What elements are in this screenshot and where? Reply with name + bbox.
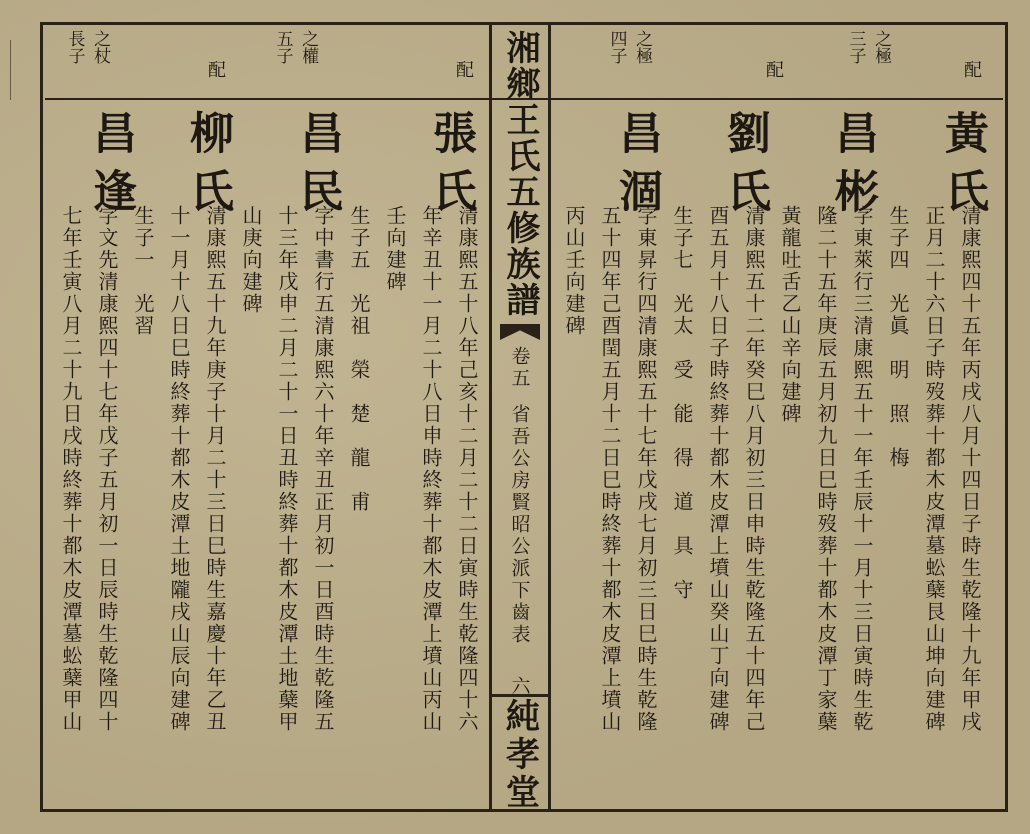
pei-label: 配 [961, 60, 982, 78]
right-header-1 [845, 30, 890, 96]
header-rel: 之極 [871, 30, 892, 64]
header-order: 五子 [272, 30, 293, 64]
name-huang: 黃氏 [937, 110, 988, 226]
detail-column: 字東萊行三清康熙五十一年壬辰十一月十三日寅時生乾 [850, 205, 874, 733]
header-order: 四子 [606, 30, 627, 64]
margin-line [10, 40, 11, 100]
detail-column: 字文先清康熙四十七年戊子五月初一日辰時生乾隆四十 [95, 205, 119, 733]
pei-label: 配 [763, 60, 784, 78]
volume-label: 卷五 [508, 346, 531, 390]
detail-column: 字中書行五清康熙六十年辛丑正月初一日酉時生乾隆五 [311, 205, 335, 733]
name-changmin: 昌民 [292, 110, 343, 226]
detail-column: 清康熙五十二年癸巳八月初三日申時生乾隆五十四年己 [742, 205, 766, 733]
detail-column: 生子四 光眞 明 照 梅 [886, 205, 910, 469]
header-rel: 之極 [632, 30, 653, 64]
header-rel: 之杖 [90, 30, 111, 64]
hall-name: 純孝堂 [499, 697, 540, 812]
detail-column: 十一月十八日巳時終葬十都木皮潭土地隴戌山辰向建碑 [167, 205, 191, 733]
section-label: 省吾公房賢昭公派下齒表 [508, 404, 531, 646]
left-header-1 [272, 30, 317, 96]
pei-label: 配 [453, 60, 474, 78]
name-liu-willow: 柳氏 [182, 110, 233, 226]
detail-column: 年辛丑十一月二十八日申時終葬十都木皮潭上墳山丙山 [419, 205, 443, 733]
name-changbin: 昌彬 [827, 110, 878, 226]
detail-column: 七年壬寅八月二十九日戌時終葬十都木皮潭墓蚣蘖甲山 [59, 205, 83, 733]
detail-column: 隆二十五年庚辰五月初九日巳時歿葬十都木皮潭丁家蘖 [814, 205, 838, 733]
detail-column: 黃龍吐舌乙山辛向建碑 [778, 205, 802, 425]
header-rel: 之權 [298, 30, 319, 64]
hall-name-box [492, 694, 548, 812]
detail-column: 正月二十六日子時歿葬十都木皮潭墓蚣蘖艮山坤向建碑 [922, 205, 946, 733]
fishtail-mark [500, 324, 540, 340]
detail-column: 清康熙四十五年丙戌八月十四日子時生乾隆十九年甲戌 [958, 205, 982, 733]
detail-column: 生子五 光祖 榮 楚 龍 甫 [347, 205, 371, 513]
detail-column: 生子七 光太 受 能 得 道 具 守 [670, 205, 694, 601]
detail-column: 清康熙五十九年庚子十月二十三日巳時生嘉慶十年乙丑 [203, 205, 227, 733]
detail-column: 山庚向建碑 [239, 205, 263, 315]
name-zhang: 張氏 [425, 110, 476, 226]
right-header-2 [606, 30, 651, 96]
left-header-2 [64, 30, 109, 96]
book-title: 湘鄉王氏五修族譜 [500, 30, 540, 318]
pei-label: 配 [205, 60, 226, 78]
detail-column: 丙山壬向建碑 [562, 205, 586, 337]
detail-column: 字東昇行四清康熙五十七年戊戌七月初三日巳時生乾隆 [634, 205, 658, 733]
header-order: 長子 [64, 30, 85, 64]
detail-column: 壬向建碑 [383, 205, 407, 293]
detail-column: 酉五月十八日子時終葬十都木皮潭上墳山癸山丁向建碑 [706, 205, 730, 733]
header-order: 三子 [845, 30, 866, 64]
detail-column: 十三年戊申二月二十一日丑時終葬十都木皮潭土地蘖甲 [275, 205, 299, 733]
page-number: 六 [508, 676, 531, 698]
detail-column: 清康熙五十八年己亥十二月二十二日寅時生乾隆四十六 [455, 205, 479, 733]
center-spine [492, 30, 548, 698]
name-changhu: 昌涸 [611, 110, 662, 226]
detail-column: 五十四年己酉閏五月十二日巳時終葬十都木皮潭上墳山 [598, 205, 622, 733]
detail-column: 生子一 光習 [131, 205, 155, 337]
name-changfeng: 昌逢 [85, 110, 136, 226]
name-liu: 劉氏 [719, 110, 770, 226]
